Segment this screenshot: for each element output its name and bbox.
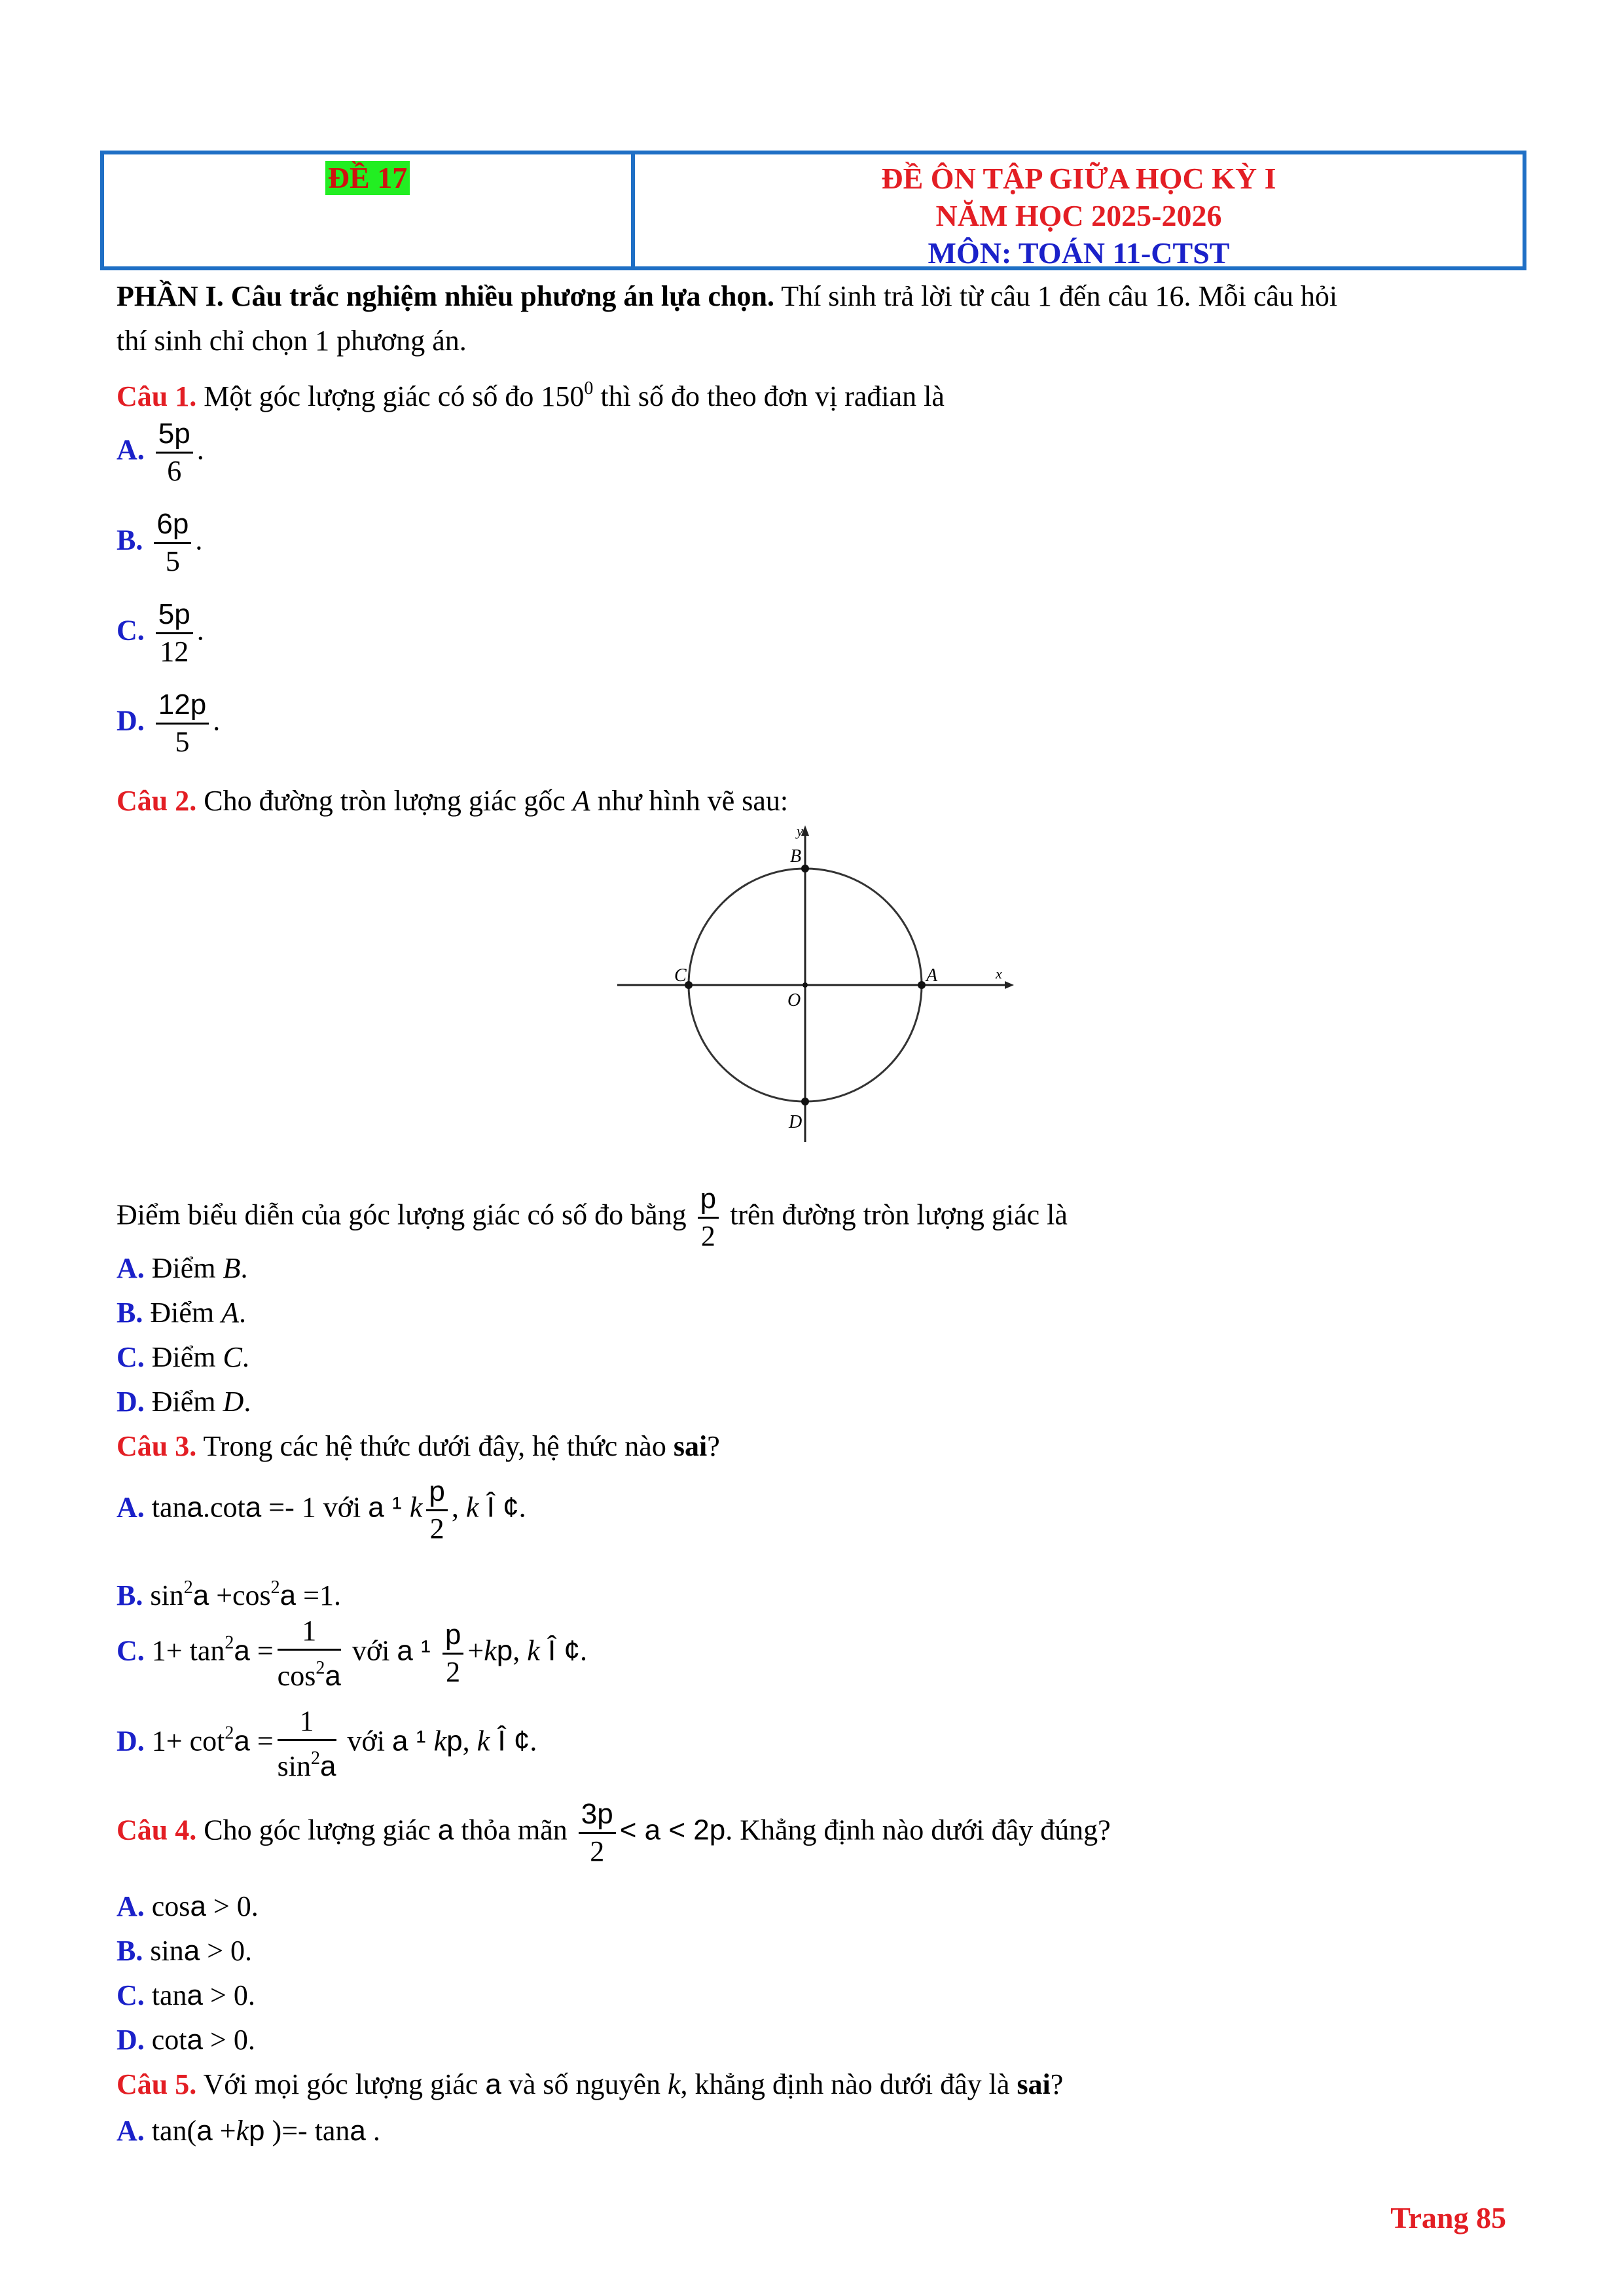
q2-option-c-var: C: [223, 1341, 242, 1373]
q3b-e3: =1: [296, 1579, 334, 1611]
q3b-e2: +cos: [209, 1579, 271, 1611]
q2-var-a: A: [572, 785, 590, 817]
q2-option-c-label: C.: [117, 1341, 145, 1373]
q4-fraction: [579, 1797, 616, 1869]
q3a-k: k: [409, 1491, 423, 1524]
q3c-neq: ¹: [412, 1634, 439, 1667]
q5a-e2: (: [187, 2115, 197, 2147]
q3a-alpha2: a: [245, 1491, 262, 1524]
q3d-fn: 1: [278, 1704, 336, 1741]
q5-k: k: [668, 2068, 681, 2100]
q3c-alpha1: a: [234, 1634, 250, 1667]
label-o: O: [787, 990, 801, 1011]
q3d-e2: với: [340, 1725, 393, 1757]
q5-alpha: a: [485, 2068, 501, 2100]
q4-a-rest: > 0.: [206, 1890, 259, 1922]
label-b: B: [790, 846, 802, 867]
q3c-e4: ,: [513, 1634, 528, 1667]
q1-option-d-fraction: [156, 687, 209, 760]
q2-stem: [117, 1181, 1068, 1254]
q2-option-c: C. Điểm C.: [117, 1341, 249, 1373]
q3a-z: ¢: [503, 1491, 519, 1524]
q3a-e2: .cot: [203, 1491, 245, 1524]
part1-instructions-line1: [117, 278, 1337, 315]
q4-b-alpha: a: [183, 1935, 200, 1967]
question-1: [117, 370, 945, 415]
q3a-e1: tan: [151, 1491, 187, 1524]
q4-d-rest: > 0.: [203, 2024, 255, 2056]
q1-c-den: 12: [160, 636, 189, 668]
q3b-s2: 2: [270, 1577, 280, 1598]
q5-bold: sai: [1017, 2068, 1051, 2100]
q4-b-fn: sin: [150, 1935, 184, 1967]
header-table: [100, 151, 1526, 270]
q1-option-a: A. $\frac{5p}{6}$ .: [117, 416, 204, 489]
q2-option-a-text: Điểm: [144, 1252, 223, 1284]
header-left-cell: [104, 154, 635, 266]
q1-c-num: 5p: [156, 597, 193, 634]
q3c-s1: 2: [225, 1632, 234, 1653]
q3a-fn: p: [426, 1474, 447, 1511]
q3d-dot: .: [530, 1725, 537, 1757]
q2-option-b-text: Điểm: [143, 1297, 222, 1329]
label-y: y: [797, 823, 803, 839]
label-x: x: [996, 965, 1002, 982]
q4-a-fn: cos: [151, 1890, 190, 1922]
q5a-e3: +: [212, 2115, 236, 2147]
q3d-e1: 1+ cot: [151, 1725, 225, 1757]
q5-label: Câu 5.: [117, 2068, 197, 2100]
q3c-fd-wrap: [278, 1651, 341, 1694]
q2-label: Câu 2.: [117, 785, 197, 817]
q3d-k: k: [433, 1725, 447, 1757]
q2-text-a: Cho đường tròn lượng giác gốc: [196, 785, 573, 817]
q3c-z: ¢: [564, 1634, 580, 1667]
q1-option-c: C. $\frac{5p}{12}$ .: [117, 597, 204, 670]
q3c-fd-sup: 2: [316, 1658, 325, 1678]
exam-title: ĐỀ ÔN TẬP GIỮA HỌC KỲ I: [881, 162, 1276, 195]
point-a: [918, 981, 926, 989]
q4-c-alpha: a: [187, 1979, 204, 2011]
question-2: [117, 783, 788, 819]
q3c-e5: Î: [539, 1634, 564, 1667]
q5-text-b: và số nguyên: [501, 2068, 668, 2100]
q3c-fraction2: [442, 1617, 463, 1690]
q3c-p: p: [496, 1634, 513, 1667]
q3a-e5: Î: [478, 1491, 503, 1524]
point-d: [801, 1098, 809, 1105]
subject-title: MÔN: TOÁN 11-CTST: [928, 236, 1230, 270]
q3a-k2: k: [465, 1491, 479, 1524]
q1-option-d: D. $\frac{12p}{5}$ .: [117, 687, 220, 760]
q4-d-alpha: a: [187, 2024, 204, 2056]
q4-b-rest: > 0.: [200, 1935, 253, 1967]
q3-option-c-label: C.: [117, 1634, 145, 1667]
q2-frac-num: p: [698, 1181, 719, 1219]
q3c-e1: 1+ tan: [151, 1634, 225, 1667]
q2-option-a: A. Điểm B.: [117, 1252, 248, 1284]
q2-option-b-label: B.: [117, 1297, 143, 1329]
header-right-cell: [635, 154, 1523, 270]
q3d-fraction: [278, 1704, 336, 1784]
label-d: D: [789, 1112, 803, 1132]
q3d-k2: k: [477, 1725, 490, 1757]
q2-option-b: B. Điểm A.: [117, 1297, 247, 1329]
question-3: [117, 1428, 720, 1465]
question-5: [117, 2066, 1063, 2103]
q3a-e4: ,: [451, 1491, 466, 1524]
q2-option-d-label: D.: [117, 1386, 145, 1418]
q2-option-c-text: Điểm: [144, 1341, 223, 1373]
part1-heading: PHẦN I. Câu trắc nghiệm nhiều phương án lựa chọn.: [117, 280, 774, 312]
q3a-e3: =- 1 với: [261, 1491, 369, 1524]
q5-option-a-label: A.: [117, 2115, 145, 2147]
q3b-alpha2: a: [280, 1579, 297, 1611]
q3c-fn2: p: [442, 1617, 463, 1655]
q3b-alpha1: a: [192, 1579, 209, 1611]
q3c-fd2: 2: [446, 1656, 461, 1688]
q3-option-d: [117, 1704, 537, 1784]
q3-text-b: ?: [707, 1430, 720, 1462]
q3d-fd-wrap: [278, 1741, 336, 1784]
school-year: NĂM HỌC 2025-2026: [935, 199, 1222, 232]
q3c-dot: .: [579, 1634, 587, 1667]
q3d-e4: ,: [462, 1725, 477, 1757]
q5-text-d: ?: [1050, 2068, 1064, 2100]
q3-bold: sai: [673, 1430, 708, 1462]
q3d-fd: sin: [277, 1750, 312, 1782]
q3d-neq: ¹: [408, 1725, 434, 1757]
q2-stem-a: Điểm biểu diễn của góc lượng giác có số đo bằng: [117, 1198, 694, 1231]
label-c: C: [674, 965, 687, 986]
q1-d-num: 12p: [156, 687, 209, 725]
q3b-dot: .: [333, 1579, 341, 1611]
q4-fn: 3p: [579, 1797, 616, 1834]
q3-option-b: [117, 1570, 341, 1614]
q4-option-c: [117, 1977, 255, 2014]
q3d-alpha1: a: [234, 1725, 250, 1757]
q3d-p: p: [446, 1725, 463, 1757]
q3a-fraction: [426, 1474, 447, 1547]
q3a-alpha3: a: [368, 1491, 384, 1524]
q3b-s1: 2: [183, 1577, 193, 1598]
q5a-k: k: [236, 2115, 249, 2147]
q4-option-b: [117, 1933, 252, 1969]
q3c-k2: k: [527, 1634, 540, 1667]
q4-alpha: a: [437, 1814, 454, 1846]
q3d-z: ¢: [513, 1725, 530, 1757]
q1-option-b-fraction: [154, 507, 191, 579]
q2-option-d: D. Điểm D.: [117, 1386, 251, 1418]
q2-stem-fraction: [698, 1181, 719, 1254]
q5a-e1: tan: [151, 2115, 187, 2147]
q4-text-a: Cho góc lượng giác: [196, 1814, 438, 1846]
label-a: A: [926, 965, 938, 986]
q1-text-b: thì số đo theo đơn vị rađian là: [593, 380, 945, 412]
q2-option-d-text: Điểm: [144, 1386, 223, 1418]
q3c-fn: 1: [278, 1613, 341, 1651]
q3d-fd-alpha: a: [320, 1750, 336, 1782]
q5a-dot: .: [365, 2115, 380, 2147]
q5a-p: p: [249, 2115, 265, 2147]
q3c-e3: +: [467, 1634, 484, 1667]
q4-option-d: [117, 2022, 255, 2058]
q1-label: Câu 1.: [117, 380, 197, 412]
unit-circle-figure: [612, 821, 1018, 1149]
q1-text-a: Một góc lượng giác có số đo 150: [196, 380, 585, 412]
q1-b-num: 6p: [154, 507, 191, 544]
q4-label: Câu 4.: [117, 1814, 197, 1846]
q3b-e1: sin: [150, 1579, 184, 1611]
q1-sup: 0: [584, 378, 594, 399]
q5-option-a: [117, 2113, 380, 2149]
point-o: [803, 982, 808, 988]
q5a-alpha2: a: [350, 2115, 366, 2147]
q1-option-d-label: D.: [117, 704, 145, 737]
q3c-alpha2: a: [397, 1634, 413, 1667]
q3-option-b-label: B.: [117, 1579, 143, 1611]
q3c-e2: với: [344, 1634, 397, 1667]
q3a-fd: 2: [429, 1513, 444, 1545]
q1-option-a-fraction: [156, 416, 193, 489]
q5-text-a: Với mọi góc lượng giác: [196, 2068, 486, 2100]
q4-option-c-label: C.: [117, 1979, 145, 2011]
q2-option-d-var: D: [223, 1386, 244, 1418]
q4-ineq: < a < 2p: [619, 1814, 726, 1846]
q1-a-num: 5p: [156, 416, 193, 454]
q3-option-a-label: A.: [117, 1491, 145, 1524]
q3d-eq: =: [249, 1725, 274, 1757]
page-number: Trang 85: [1390, 2201, 1506, 2234]
q3d-alpha2: a: [392, 1725, 408, 1757]
q3d-fd-sup: 2: [311, 1748, 321, 1768]
q5a-alpha: a: [196, 2115, 213, 2147]
q1-option-c-label: C.: [117, 614, 145, 647]
q5a-e4: ): [264, 2115, 282, 2147]
q4-option-d-label: D.: [117, 2024, 145, 2056]
q4-option-a: [117, 1888, 259, 1925]
q3c-fd: cos: [277, 1660, 316, 1692]
q4-fd: 2: [590, 1835, 605, 1867]
x-axis-arrow: [1005, 981, 1014, 989]
q4-a-alpha: a: [190, 1890, 206, 1922]
q3-option-a: [117, 1474, 526, 1547]
question-4: [117, 1797, 1111, 1869]
q3c-k: k: [484, 1634, 497, 1667]
q3d-s1: 2: [225, 1723, 234, 1744]
q5-text-c: , khẳng định nào dưới đây là: [680, 2068, 1017, 2100]
q2-stem-b: trên đường tròn lượng giác là: [723, 1198, 1068, 1231]
q4-option-a-label: A.: [117, 1890, 145, 1922]
part1-text2: thí sinh chỉ chọn 1 phương án.: [117, 325, 467, 357]
q2-text-b: như hình vẽ sau:: [590, 785, 789, 817]
q3-option-c: [117, 1613, 587, 1694]
q4-c-rest: > 0.: [203, 1979, 255, 2011]
q2-option-a-label: A.: [117, 1252, 145, 1284]
q1-option-b: B. $\frac{6p}{5}$ .: [117, 507, 202, 579]
point-b: [801, 865, 809, 872]
q4-option-b-label: B.: [117, 1935, 143, 1967]
q2-option-b-var: A: [221, 1297, 240, 1329]
exam-number-label: ĐỀ 17: [325, 161, 410, 195]
q4-c-fn: tan: [151, 1979, 187, 2011]
q1-option-b-label: B.: [117, 524, 143, 556]
part1-instructions-line2: [117, 323, 467, 359]
q1-option-a-label: A.: [117, 433, 145, 466]
q1-option-c-fraction: [156, 597, 193, 670]
q3-option-d-label: D.: [117, 1725, 145, 1757]
q3a-alpha1: a: [187, 1491, 204, 1524]
q3c-fraction: [278, 1613, 341, 1694]
q5a-e5: =- tan: [281, 2115, 350, 2147]
q3-label: Câu 3.: [117, 1430, 197, 1462]
q4-text-c: . Khẳng định nào dưới đây đúng?: [725, 1814, 1111, 1846]
q2-option-a-var: B: [223, 1252, 241, 1284]
q3a-neq: ¹: [384, 1491, 410, 1524]
q4-text-b: thỏa mãn: [454, 1814, 575, 1846]
q3c-fd-alpha: a: [325, 1660, 341, 1692]
q1-a-den: 6: [167, 455, 182, 487]
q3c-eq: =: [249, 1634, 274, 1667]
q3a-dot: .: [518, 1491, 526, 1524]
part1-text1: Thí sinh trả lời từ câu 1 đến câu 16. Mỗi câu hỏi: [774, 280, 1338, 312]
q1-d-den: 5: [175, 726, 190, 758]
q3-text-a: Trong các hệ thức dưới đây, hệ thức nào: [196, 1430, 674, 1462]
q4-d-fn: cot: [151, 2024, 187, 2056]
q1-b-den: 5: [165, 545, 180, 577]
q2-frac-den: 2: [700, 1220, 715, 1252]
q3d-e5: Î: [490, 1725, 514, 1757]
